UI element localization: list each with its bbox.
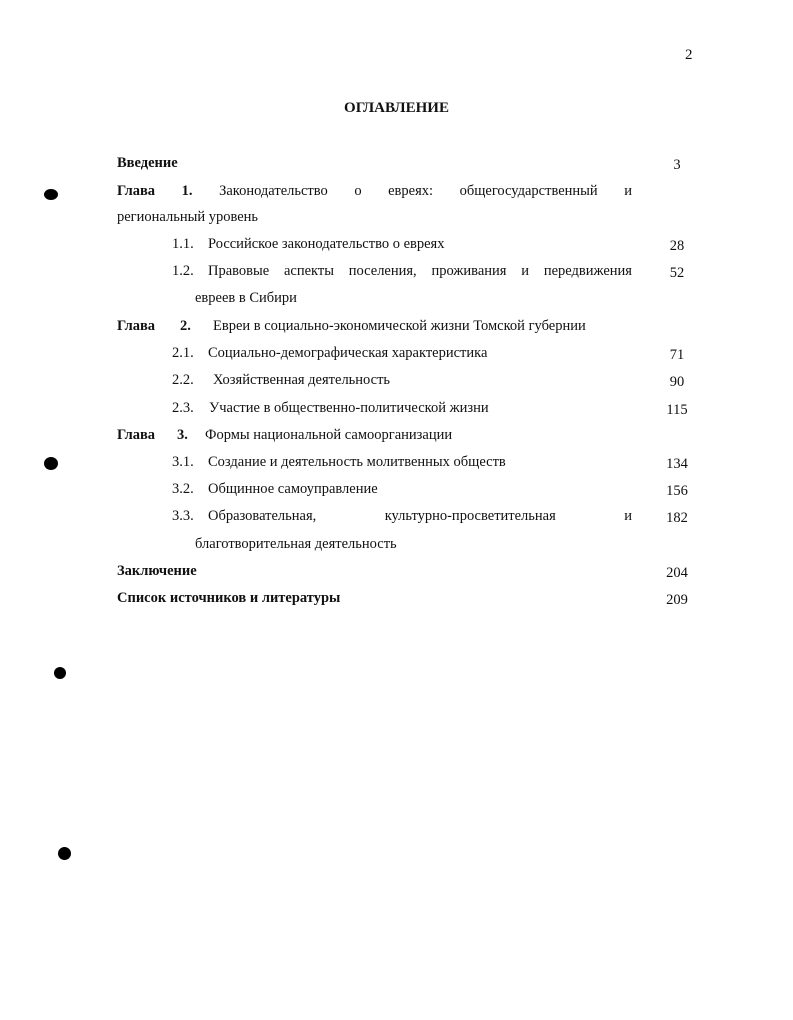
section-word: и: [521, 263, 530, 279]
section-word: культурно-просветительная: [384, 508, 556, 524]
toc-section-num: 1.2.: [172, 263, 194, 279]
chapter1-word: о: [354, 183, 362, 199]
page-title: ОГЛАВЛЕНИЕ: [344, 100, 449, 116]
punch-hole-mark: [44, 189, 58, 200]
toc-intro-label: Введение: [117, 155, 178, 171]
toc-section-cont: евреев в Сибири: [195, 290, 297, 306]
toc-section-num: 3.2.: [172, 481, 194, 497]
punch-hole-mark: [44, 457, 58, 470]
section-word: Образовательная,: [208, 508, 317, 524]
chapter1-word: общегосударственный: [459, 183, 598, 199]
toc-section-page: 28: [669, 238, 685, 254]
toc-section-page: 156: [666, 483, 688, 499]
toc-chapter2-label: Глава: [117, 318, 156, 334]
chapter1-word: Законодательство: [219, 183, 328, 199]
toc-chapter2-num: 2.: [180, 318, 191, 334]
toc-section-page: 134: [666, 456, 688, 472]
toc-section-text: Создание и деятельность молитвенных обществ: [208, 454, 506, 470]
section-word: проживания: [431, 263, 507, 279]
toc-section-page: 90: [669, 374, 685, 390]
toc-section-num: 2.2.: [172, 372, 194, 388]
punch-hole-mark: [54, 667, 66, 679]
toc-section-num: 2.1.: [172, 345, 194, 361]
section-word: Правовые: [208, 263, 270, 279]
section-word: передвижения: [543, 263, 632, 279]
toc-section-page: 115: [666, 402, 688, 418]
toc-sources-page: 209: [666, 592, 688, 608]
toc-section-text: [208, 508, 632, 525]
toc-chapter1-cont: региональный уровень: [117, 209, 259, 225]
toc-intro-page: 3: [673, 157, 681, 173]
chapter1-word: и: [624, 183, 632, 199]
toc-section-page: 52: [669, 265, 685, 281]
toc-section-page: 71: [669, 347, 685, 363]
chapter1-word: 1.: [181, 183, 193, 199]
toc-chapter3-label: Глава: [117, 427, 156, 443]
page-number: 2: [685, 47, 693, 63]
toc-section-num: 1.1.: [172, 236, 194, 252]
toc-section-text: Хозяйственная деятельность: [213, 372, 391, 388]
toc-chapter3-title: Формы национальной самоорганизации: [205, 427, 453, 443]
toc-sources-label: Список источников и литературы: [117, 590, 341, 606]
toc-section-page: 182: [666, 510, 688, 526]
section-word: аспекты: [283, 263, 334, 279]
toc-section-text: Общинное самоуправление: [208, 481, 378, 497]
toc-conclusion-page: 204: [666, 565, 688, 581]
toc-section-num: 3.3.: [172, 508, 194, 524]
toc-section-cont: благотворительная деятельность: [195, 536, 397, 552]
toc-section-text: [208, 263, 632, 280]
punch-hole-mark: [58, 847, 71, 860]
section-word: поселения,: [348, 263, 417, 279]
chapter1-word: Глава: [117, 183, 156, 199]
toc-section-num: 2.3.: [172, 400, 194, 416]
chapter1-word: евреях:: [388, 183, 434, 199]
toc-chapter1-heading: [117, 183, 632, 200]
toc-section-text: Российское законодательство о евреях: [208, 236, 445, 252]
toc-chapter2-title: Евреи в социально-экономической жизни Томской губернии: [213, 318, 586, 334]
toc-section-text: Участие в общественно-политической жизни: [209, 400, 489, 416]
toc-section-text: Социально-демографическая характеристика: [208, 345, 488, 361]
toc-chapter3-num: 3.: [177, 427, 188, 443]
toc-conclusion-label: Заключение: [117, 563, 197, 579]
toc-section-num: 3.1.: [172, 454, 194, 470]
section-word: и: [624, 508, 632, 524]
